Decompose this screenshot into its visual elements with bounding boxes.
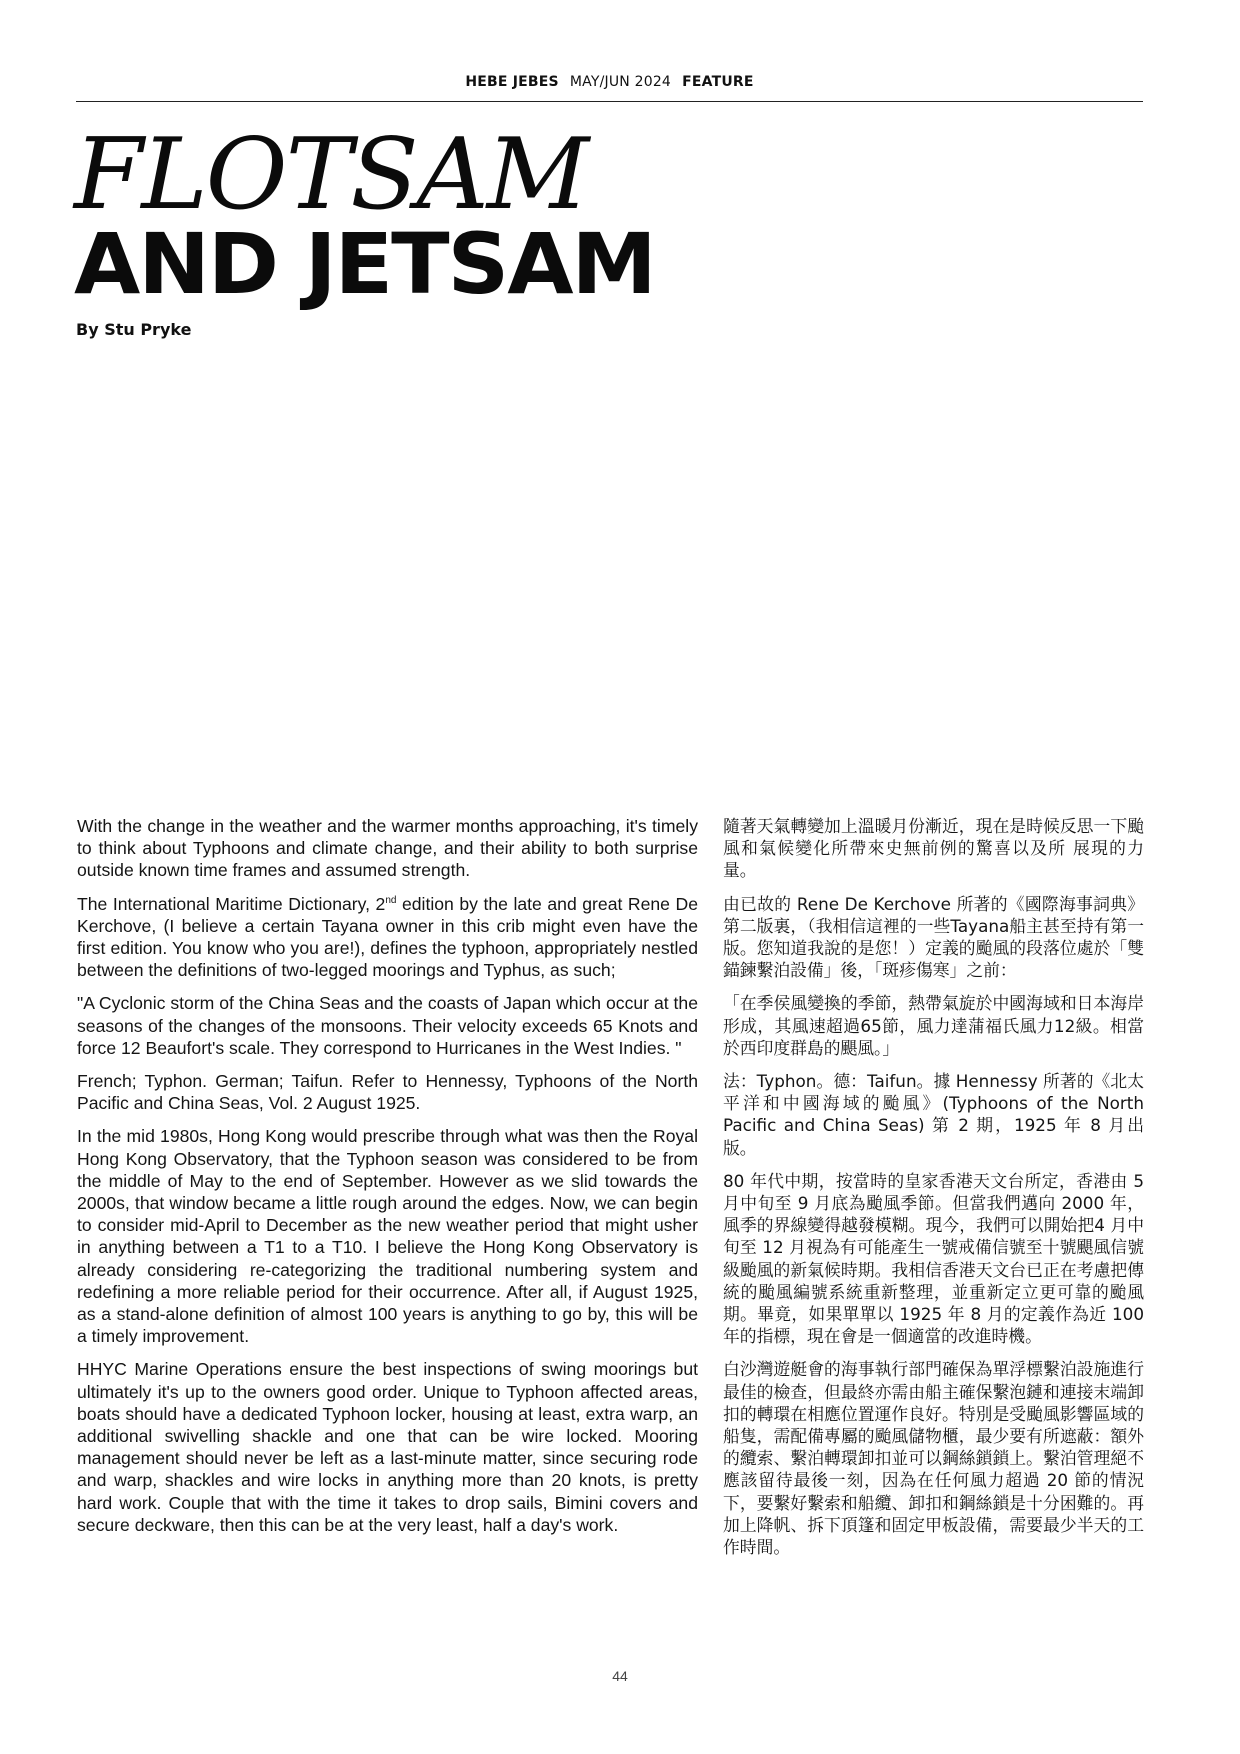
ordinal-suffix: nd xyxy=(385,894,397,906)
page-number: 44 xyxy=(612,1668,628,1684)
article-title-line-2: AND JETSAM xyxy=(74,215,655,313)
paragraph-zh-3-quote: 「在季侯風變換的季節，熱帶氣旋於中國海域和日本海岸形成，其風速超過65節，風力達蒲福氏風力12級。相當於西印度群島的颶風。」 xyxy=(723,993,1144,1058)
paragraph-en-3-quote: "A Cyclonic storm of the China Seas and the coasts of Japan which occur at the seasons of the changes of the monsoons. Their velocity exceeds 65 Knots and force 12 Beaufort's scale. They correspond to Hurricanes in the West Indies. " xyxy=(77,993,698,1058)
section-name: FEATURE xyxy=(682,74,754,90)
paragraph-en-6: HHYC Marine Operations ensure the best inspections of swing moorings but ultimately it's up to the owners good order. Unique to Typhoon affected areas, boats should have a dedicated Typhoon locker, housing at least, extra warp, an additional swivelling shackle and one that can be wire locked. Mooring management should never be left as a last-minute matter, since securing rode and warp, shackles and wire locks in anything more than 20 knots, is pretty hard work. Couple that with the time it takes to drop sails, Bimini covers and secure deckware, then this can be at the very least, half a day's work. xyxy=(77,1359,698,1535)
paragraph-zh-1: 隨著天氣轉變加上溫暖月份漸近，現在是時候反思一下颱風和氣候變化所帶來史無前例的驚喜以及所 展現的力量。 xyxy=(723,816,1144,881)
publication-name: HEBE JEBES xyxy=(465,74,559,90)
paragraph-en-5: In the mid 1980s, Hong Kong would prescribe through what was then the Royal Hong Kong Observatory, that the Typhoon season was considered to be from the middle of May to the end of September. However as we slid towards the 2000s, that window became a little rough around the edges. Now, we can begin to consider mid-April to December as the new weather period that might usher in anything between a T1 to a T10. I believe the Hong Kong Observatory is already considering re-categorizing the traditional numbering system and redefining a more reliable period for their occurrence. After all, if August 1925, as a stand-alone definition of almost 100 years is anything to go by, this will be a timely improvement. xyxy=(77,1126,698,1347)
paragraph-zh-2: 由已故的 Rene De Kerchove 所著的《國際海事詞典》第二版裏，（我相信這裡的一些Tayana船主甚至持有第一版。您知道我說的是您！）定義的颱風的段落位處於「雙錨鍊繫泊設備」後，「斑疹傷寒」之前： xyxy=(723,893,1144,981)
english-column xyxy=(77,815,698,1547)
header-rule xyxy=(76,101,1143,102)
paragraph-en-4: French; Typhon. German; Taifun. Refer to Hennessy, Typhoons of the North Pacific and China Seas, Vol. 2 August 1925. xyxy=(77,1071,698,1114)
paragraph-en-2: The International Maritime Dictionary, 2nd edition by the late and great Rene De Kerchove, (I believe a certain Tayana owner in this crib might even have the first edition. You know who you are!), defines the typhoon, appropriately nestled between the definitions of two-legged moorings and Typhus, as such; xyxy=(77,893,698,981)
paragraph-en-1: With the change in the weather and the warmer months approaching, it's timely to think about Typhoons and climate change, and their ability to both surprise outside known time frames and assumed strength. xyxy=(77,816,698,881)
issue-date: MAY/JUN 2024 xyxy=(569,74,672,90)
paragraph-zh-6: 白沙灣遊艇會的海事執行部門確保為單浮標繫泊設施進行最佳的檢查，但最終亦需由船主確保繫泡鏈和連接末端卸扣的轉環在相應位置運作良好。特別是受颱風影響區域的船隻，需配備專屬的颱風儲物櫃，最少要有所遮蔽：額外的纜索、繫泊轉環卸扣並可以鋼絲鎖鎖上。繫泊管理絕不應該留待最後一刻，因為在任何風力超過 20 節的情況下，要繫好繫索和船纜、卸扣和鋼絲鎖是十分困難的。再加上降帆、拆下頂篷和固定甲板設備，需要最少半天的工作時間。 xyxy=(723,1359,1144,1558)
paragraph-zh-4: 法：Typhon。德：Taifun。據 Hennessy 所著的《北太平洋和中國海域的颱風》(Typhoons of the North Pacific and China Seas) 第 2 期，1925 年 8 月出版。 xyxy=(723,1071,1144,1158)
paragraph-zh-5: 80 年代中期，按當時的皇家香港天文台所定，香港由 5 月中旬至 9 月底為颱風季節。但當我們邁向 2000 年，風季的界線變得越發模糊。現今，我們可以開始把4 月中旬至 12 月視為有可能產生一號戒備信號至十號颶風信號級颱風的新氣候時期。我相信香港天文台已正在考慮把傳統的颱風編號系統重新整理，並重新定立更可靠的颱風期。畢竟，如果單單以 1925 年 8 月的定義作為近 100 年的指標，現在會是一個適當的改進時機。 xyxy=(723,1170,1144,1347)
article-title-line-1: FLOTSAM xyxy=(74,118,588,232)
chinese-column xyxy=(723,815,1144,1569)
byline: By Stu Pryke xyxy=(76,320,192,339)
running-header xyxy=(76,74,1143,90)
